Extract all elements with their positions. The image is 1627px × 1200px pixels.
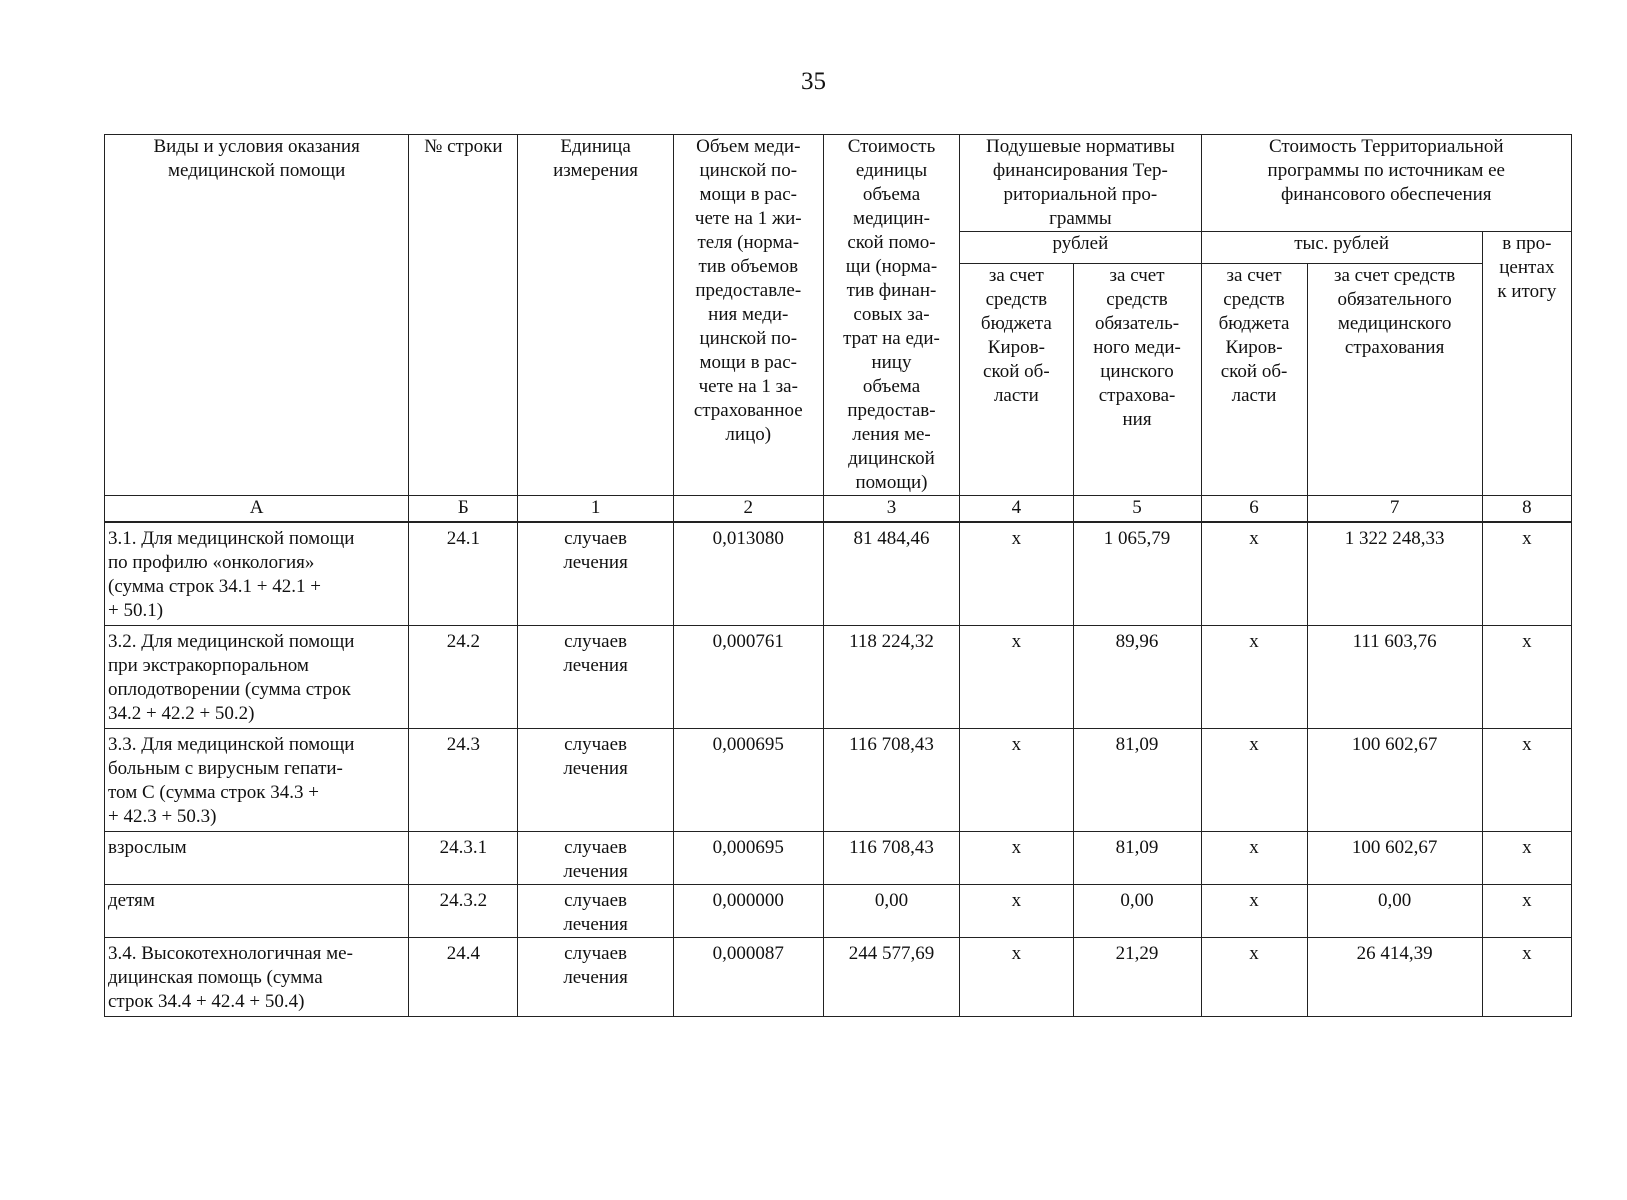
table-row (105, 522, 1572, 626)
row-volume: 0,000761 (673, 626, 823, 729)
header-cost-oms: за счет средств обязательного медицинского страхования (1307, 264, 1482, 496)
row-cost-budget: x (1201, 938, 1307, 1017)
header-line-number: № строки (409, 135, 518, 496)
header-per-capita-group: Подушевые нормативы финансирования Тер- риториальной про- граммы (960, 135, 1201, 232)
row-cost-budget: x (1201, 885, 1307, 938)
column-index-row (105, 496, 1572, 523)
row-cost-oms: 26 414,39 (1307, 938, 1482, 1017)
row-volume: 0,000000 (673, 885, 823, 938)
row-unit: случаев лечения (518, 729, 673, 832)
index-cell: 7 (1307, 496, 1482, 523)
header-pc-budget: за счет средств бюджета Киров- ской об- ласти (960, 264, 1073, 496)
row-volume: 0,000087 (673, 938, 823, 1017)
row-cost-budget: x (1201, 832, 1307, 885)
row-name: 3.1. Для медицинской помощи по профилю «онкология» (сумма строк 34.1 + 42.1 + + 50.1) (105, 522, 409, 626)
index-cell: 6 (1201, 496, 1307, 523)
header-pc-oms: за счет средств обязатель- ного меди- цинского страхова- ния (1073, 264, 1201, 496)
row-line-number: 24.1 (409, 522, 518, 626)
header-unit-cost: Стоимость единицы объема медицин- ской помо- щи (норма- тив финан- совых за- трат на еди- ницу объема предостав- ления ме- дицинской помощи) (823, 135, 959, 496)
row-percent: x (1482, 626, 1571, 729)
table-row (105, 626, 1572, 729)
header-kinds-of-care: Виды и условия оказания медицинской помощи (105, 135, 409, 496)
row-unit-cost: 244 577,69 (823, 938, 959, 1017)
row-volume: 0,013080 (673, 522, 823, 626)
row-pc-budget: x (960, 626, 1073, 729)
row-percent: x (1482, 729, 1571, 832)
header-percent-of-total: в про- центах к итогу (1482, 232, 1571, 496)
row-cost-budget: x (1201, 626, 1307, 729)
financing-table (104, 134, 1572, 1017)
header-program-cost-group: Стоимость Территориальной программы по источникам ее финансового обеспечения (1201, 135, 1571, 232)
row-pc-budget: x (960, 522, 1073, 626)
row-pc-oms: 81,09 (1073, 832, 1201, 885)
index-cell: Б (409, 496, 518, 523)
table-row (105, 938, 1572, 1017)
index-cell: 3 (823, 496, 959, 523)
row-cost-oms: 100 602,67 (1307, 832, 1482, 885)
row-percent: x (1482, 522, 1571, 626)
header-unit-thousand-rubles: тыс. рублей (1201, 232, 1482, 264)
row-line-number: 24.4 (409, 938, 518, 1017)
row-unit-cost: 81 484,46 (823, 522, 959, 626)
row-cost-budget: x (1201, 729, 1307, 832)
row-name: детям (105, 885, 409, 938)
table-row (105, 885, 1572, 938)
row-pc-budget: x (960, 885, 1073, 938)
row-percent: x (1482, 938, 1571, 1017)
row-volume: 0,000695 (673, 729, 823, 832)
header-row-groups (105, 135, 1572, 232)
row-pc-budget: x (960, 729, 1073, 832)
row-unit: случаев лечения (518, 626, 673, 729)
row-name: взрослым (105, 832, 409, 885)
row-pc-oms: 0,00 (1073, 885, 1201, 938)
row-pc-oms: 81,09 (1073, 729, 1201, 832)
row-line-number: 24.3.1 (409, 832, 518, 885)
index-cell: 2 (673, 496, 823, 523)
row-unit: случаев лечения (518, 832, 673, 885)
row-cost-oms: 111 603,76 (1307, 626, 1482, 729)
index-cell: 4 (960, 496, 1073, 523)
table-row (105, 729, 1572, 832)
row-percent: x (1482, 832, 1571, 885)
index-cell: 1 (518, 496, 673, 523)
index-cell: 5 (1073, 496, 1201, 523)
index-cell: А (105, 496, 409, 523)
row-unit: случаев лечения (518, 522, 673, 626)
row-unit: случаев лечения (518, 885, 673, 938)
row-volume: 0,000695 (673, 832, 823, 885)
row-pc-budget: x (960, 832, 1073, 885)
header-volume: Объем меди- цинской по- мощи в рас- чете на 1 жи- теля (норма- тив объемов предоставле- ния меди- цинской по- мощи в рас- чете на 1 за- страхованное лицо) (673, 135, 823, 496)
row-unit-cost: 118 224,32 (823, 626, 959, 729)
index-cell: 8 (1482, 496, 1571, 523)
row-cost-oms: 1 322 248,33 (1307, 522, 1482, 626)
row-name: 3.3. Для медицинской помощи больным с вирусным гепати- том С (сумма строк 34.3 + + 42.3 + 50.3) (105, 729, 409, 832)
row-name: 3.2. Для медицинской помощи при экстракорпоральном оплодотворении (сумма строк 34.2 + 42.2 + 50.2) (105, 626, 409, 729)
row-unit-cost: 116 708,43 (823, 832, 959, 885)
row-cost-oms: 0,00 (1307, 885, 1482, 938)
row-line-number: 24.3 (409, 729, 518, 832)
header-cost-budget: за счет средств бюджета Киров- ской об- ласти (1201, 264, 1307, 496)
row-pc-oms: 21,29 (1073, 938, 1201, 1017)
page-number: 35 (801, 68, 826, 95)
row-cost-oms: 100 602,67 (1307, 729, 1482, 832)
row-line-number: 24.2 (409, 626, 518, 729)
row-line-number: 24.3.2 (409, 885, 518, 938)
table-row (105, 832, 1572, 885)
row-unit-cost: 116 708,43 (823, 729, 959, 832)
row-unit: случаев лечения (518, 938, 673, 1017)
row-name: 3.4. Высокотехнологичная ме- дицинская помощь (сумма строк 34.4 + 42.4 + 50.4) (105, 938, 409, 1017)
row-pc-oms: 89,96 (1073, 626, 1201, 729)
row-cost-budget: x (1201, 522, 1307, 626)
row-pc-budget: x (960, 938, 1073, 1017)
row-pc-oms: 1 065,79 (1073, 522, 1201, 626)
header-unit-rubles: рублей (960, 232, 1201, 264)
row-percent: x (1482, 885, 1571, 938)
header-unit: Единица измерения (518, 135, 673, 496)
row-unit-cost: 0,00 (823, 885, 959, 938)
